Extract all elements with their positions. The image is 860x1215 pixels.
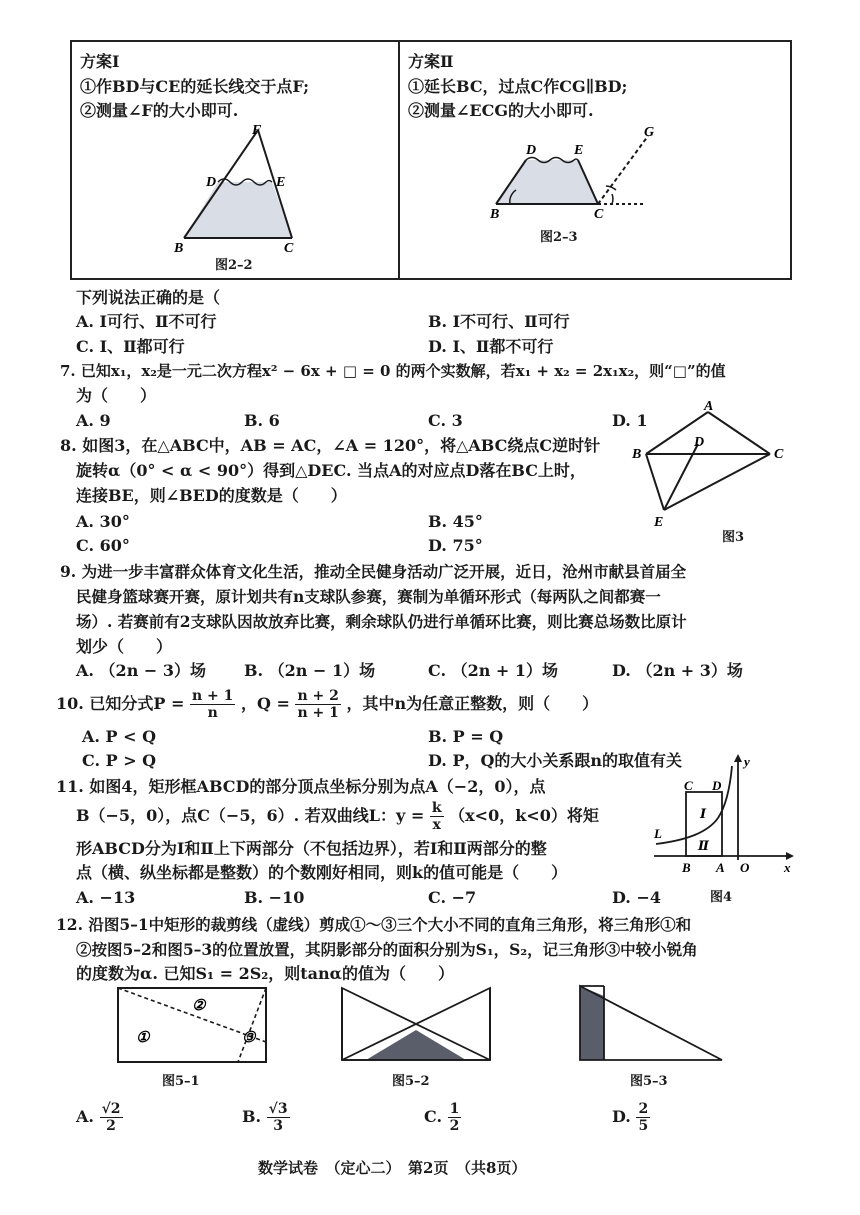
label-triangle-1: ① [136, 1030, 150, 1046]
plan1-step2: ②测量∠F的大小即可. [80, 101, 239, 120]
q6-option-b[interactable]: B. Ⅰ不可行、Ⅱ可行 [428, 312, 570, 331]
plan2-title: 方案Ⅱ [408, 52, 454, 71]
q10-option-b[interactable]: B. P = Q [428, 727, 504, 746]
q6-stem: 下列说法正确的是（ [76, 288, 221, 307]
label-y: y [744, 754, 750, 769]
q8-line3: 连接BE，则∠BED的度数是（ ） [76, 486, 347, 505]
q7-option-b[interactable]: B. 6 [244, 411, 280, 430]
label-D: D [694, 435, 705, 450]
fig-3-caption: 图3 [722, 530, 745, 545]
q8-option-a[interactable]: A. 30° [76, 512, 130, 531]
q10-option-d[interactable]: D. P，Q的大小关系跟n的取值有关 [428, 751, 683, 770]
q10-option-c[interactable]: C. P > Q [82, 751, 157, 770]
q11-line4: 点（横、纵坐标都是整数）的个数刚好相同，则k的值可能是（ ） [76, 863, 568, 882]
label-D: D [526, 143, 537, 158]
label-L: L [654, 826, 662, 841]
q8-option-c[interactable]: C. 60° [76, 536, 130, 555]
q11-line2 [76, 798, 599, 834]
q11-option-a[interactable]: A. −13 [76, 888, 136, 907]
q7-option-c[interactable]: C. 3 [428, 411, 463, 430]
q10-mid: ，Q = [240, 694, 290, 713]
figure-5-2 [336, 984, 496, 1064]
q9-option-c[interactable]: C. （2n + 1）场 [428, 661, 559, 680]
label-region-1: Ⅰ [700, 806, 707, 821]
figure-5-1 [112, 984, 272, 1066]
plan1-step1: ①作BD与CE的延长线交于点F; [80, 77, 310, 96]
fig-5-2-caption: 图5–2 [392, 1074, 430, 1089]
label-E: E [276, 175, 286, 190]
label-A: A [704, 399, 714, 414]
q7-line1: 7. 已知x₁，x₂是一元二次方程x² − 6x + □ = 0 的两个实数解，若x₁ + x₂ = 2x₁x₂，则“□”的值 [60, 362, 726, 380]
q10-stem [56, 686, 598, 722]
q7-option-a[interactable]: A. 9 [76, 411, 111, 430]
q11-k-fraction: $\frac{k}{x}$ [431, 800, 442, 833]
q10-option-a[interactable]: A. P < Q [82, 727, 157, 746]
fig-5-3-caption: 图5–3 [630, 1074, 668, 1089]
label-C: C [284, 241, 294, 256]
label-x: x [784, 860, 791, 875]
label-A: A [716, 860, 725, 875]
label-F: F [252, 123, 262, 138]
label-B: B [632, 447, 642, 462]
q10-suffix: ，其中n为任意正整数，则（ ） [346, 694, 599, 713]
q10-q-fraction: $\frac{n + 2}{n + 1}$ [297, 688, 339, 721]
plan-divider [398, 40, 400, 280]
q8-line2: 旋转α（0° < α < 90°）得到△DEC. 当点A的对应点D落在BC上时， [76, 461, 586, 480]
label-B: B [490, 207, 500, 222]
q7-line2: 为（ ） [76, 386, 157, 405]
plan2-step1: ①延长BC，过点C作CG∥BD; [408, 77, 628, 96]
label-B: B [682, 860, 691, 875]
label-region-2: Ⅱ [698, 838, 709, 853]
q9-option-d[interactable]: D. （2n + 3）场 [612, 661, 743, 680]
label-E: E [654, 515, 664, 530]
q10-prefix: 10. 已知分式P = [56, 694, 185, 713]
q12-line1: 12. 沿图5–1中矩形的裁剪线（虚线）剪成①～③三个大小不同的直角三角形，将三角形①和 [56, 915, 692, 934]
page-footer: 数学试卷 （定心二） 第2页 （共8页） [258, 1159, 527, 1177]
q9-line3: 场）. 若赛前有2支球队因故放弃比赛，剩余球队仍进行单循环比赛，则比赛总场数比原计 [76, 612, 687, 631]
q11-line2a: B（−5，0），点C（−5，6）. 若双曲线L：y = [76, 806, 425, 825]
label-triangle-3: ③ [242, 1030, 256, 1046]
label-C: C [684, 778, 693, 793]
q11-line1: 11. 如图4，矩形框ABCD的部分顶点坐标分别为点A（−2，0），点 [56, 777, 546, 796]
plan2-step2: ②测量∠ECG的大小即可. [408, 101, 594, 120]
q12-line3: 的度数为α. 已知S₁ = 2S₂，则tanα的值为（ ） [76, 964, 454, 983]
fig-2-2-caption: 图2–2 [215, 258, 253, 273]
plan1-title: 方案Ⅰ [80, 52, 120, 71]
q6-option-d[interactable]: D. Ⅰ、Ⅱ都不可行 [428, 337, 554, 356]
q11-line2b: （x<0，k<0）将矩 [449, 806, 599, 825]
q12-d-fraction: $\frac{2}{5}$ [638, 1101, 649, 1134]
q11-option-d[interactable]: D. −4 [612, 888, 661, 907]
figure-2-2 [160, 120, 320, 260]
label-B: B [174, 241, 184, 256]
label-D: D [206, 175, 217, 190]
fig-4-caption: 图4 [710, 890, 733, 905]
figure-4 [648, 752, 798, 882]
q11-line3: 形ABCD分为Ⅰ和Ⅱ上下两部分（不包括边界），若Ⅰ和Ⅱ两部分的整 [76, 839, 547, 858]
q12-option-d[interactable]: D. $\frac{2}{5}$ [612, 1101, 649, 1134]
label-E: E [574, 143, 584, 158]
q8-option-d[interactable]: D. 75° [428, 536, 483, 555]
q6-option-c[interactable]: C. Ⅰ、Ⅱ都可行 [76, 337, 185, 356]
q11-option-c[interactable]: C. −7 [428, 888, 477, 907]
q9-line4: 划少（ ） [76, 637, 173, 656]
q9-option-a[interactable]: A. （2n − 3）场 [76, 661, 207, 680]
q10-p-fraction: $\frac{n + 1}{n}$ [192, 688, 234, 721]
q12-line2: ②按图5–2和图5–3的位置放置，其阴影部分的面积分别为S₁，S₂，记三角形③中较小锐角 [76, 940, 698, 959]
q8-line1: 8. 如图3，在△ABC中，AB = AC，∠A = 120°，将△ABC绕点C逆时针 [60, 436, 601, 455]
q12-option-a[interactable]: A. $\frac{√2}{2}$ [76, 1101, 121, 1134]
figure-3 [628, 398, 798, 538]
q12-option-b[interactable]: B. $\frac{√3}{3}$ [242, 1101, 288, 1134]
q6-option-a[interactable]: A. Ⅰ可行、Ⅱ不可行 [76, 312, 217, 331]
q12-b-fraction: $\frac{√3}{3}$ [268, 1101, 288, 1134]
q9-line1: 9. 为进一步丰富群众体育文化生活，推动全民健身活动广泛开展，近日，沧州市献县首届全 [60, 562, 687, 581]
q12-option-c[interactable]: C. $\frac{1}{2}$ [424, 1101, 460, 1134]
q12-a-fraction: $\frac{√2}{2}$ [101, 1101, 121, 1134]
figure-5-3 [574, 982, 730, 1064]
fig-5-1-caption: 图5–1 [162, 1074, 200, 1089]
q8-option-b[interactable]: B. 45° [428, 512, 483, 531]
label-C: C [594, 207, 604, 222]
label-D: D [712, 778, 722, 793]
label-O: O [740, 860, 750, 875]
label-triangle-2: ② [192, 998, 206, 1014]
fig-2-3-caption: 图2–3 [540, 230, 578, 245]
label-C: C [774, 447, 784, 462]
q7-option-d[interactable]: D. 1 [612, 411, 648, 430]
q9-option-b[interactable]: B. （2n − 1）场 [244, 661, 376, 680]
q9-line2: 民健身篮球赛开赛，原计划共有n支球队参赛，赛制为单循环形式（每两队之间都赛一 [76, 587, 661, 606]
label-G: G [644, 125, 655, 140]
q12-c-fraction: $\frac{1}{2}$ [449, 1101, 460, 1134]
q11-option-b[interactable]: B. −10 [244, 888, 305, 907]
figure-2-3 [480, 122, 680, 232]
